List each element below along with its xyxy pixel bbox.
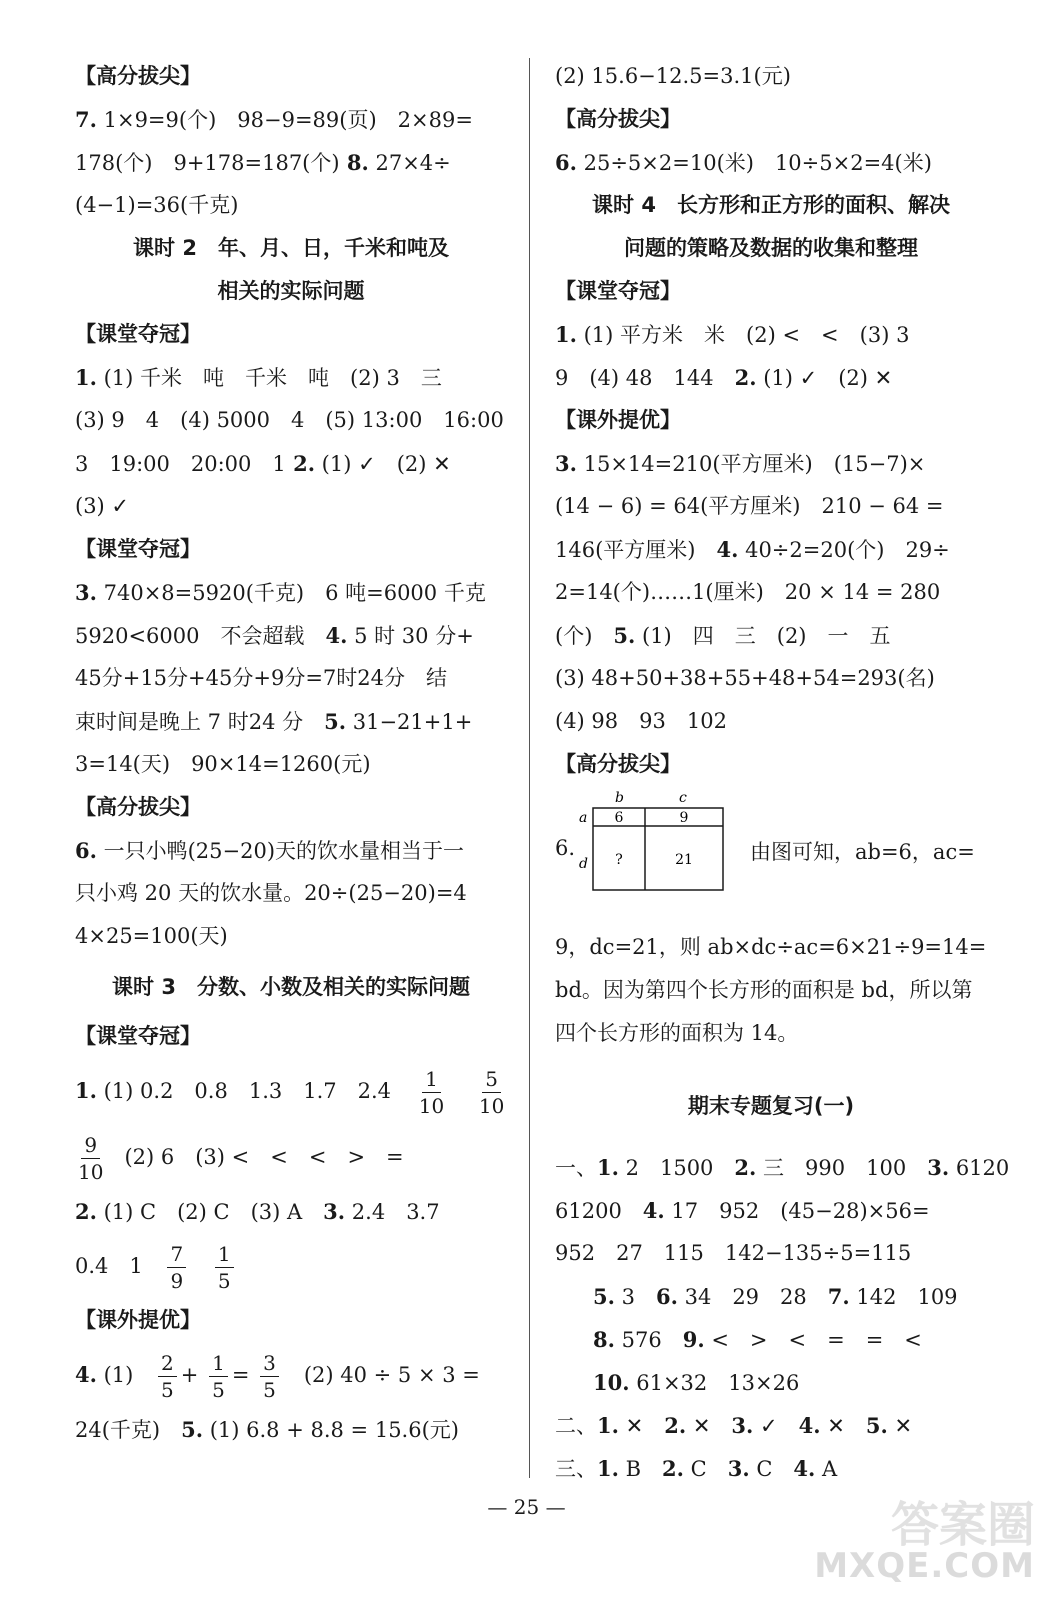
answer-line: 5920<6000 不会超载 4. 5 时 30 分+ bbox=[75, 623, 474, 648]
page-number: — 25 — bbox=[487, 1495, 566, 1519]
answer-line: 3 19:00 20:00 1 2. (1) ✓ (2) ✕ bbox=[75, 451, 451, 476]
answer-line: 四个长方形的面积为 14。 bbox=[555, 1021, 799, 1045]
answer-line: 45分+15分+45分+9分=7时24分 结 bbox=[75, 666, 447, 690]
answer-line: 1. (1) 平方米 米 (2) < < (3) 3 bbox=[555, 322, 910, 347]
section-heading: 【高分拔尖】 bbox=[75, 795, 201, 819]
cell-bd: ? bbox=[615, 852, 623, 868]
column-divider bbox=[529, 58, 530, 1478]
answer-line: 束时间是晚上 7 时24 分 5. 31−21+1+ bbox=[75, 709, 473, 734]
label-c: c bbox=[679, 790, 687, 806]
lesson-title: 课时 2 年、月、日，千米和吨及 bbox=[133, 236, 449, 260]
answer-line: (14 − 6) = 64(平方厘米) 210 − 64 = bbox=[555, 494, 944, 518]
answer-line: (4) 98 93 102 bbox=[555, 709, 727, 733]
section-heading: 【课堂夺冠】 bbox=[75, 1024, 201, 1048]
rectangle-diagram-row bbox=[555, 786, 987, 926]
section-heading: 【课外提优】 bbox=[555, 408, 681, 432]
watermark-url: MXQE.COM bbox=[814, 1546, 1035, 1586]
fraction: $\frac{9}{10}$ bbox=[78, 1133, 104, 1184]
review-title: 期末专题复习(一) bbox=[687, 1094, 855, 1118]
answer-line: (2) 15.6−12.5=3.1(元) bbox=[555, 64, 791, 88]
answer-line: 1. (1) 0.2 0.8 1.3 1.7 2.4 $\frac{1}{10}$ $\frac{5}{10}$ bbox=[75, 1058, 507, 1124]
answer-line: 8. 576 9. < > < = = < bbox=[593, 1327, 922, 1352]
answer-line: (个) 5. (1) 四 三 (2) 一 五 bbox=[555, 623, 891, 648]
section-heading: 【高分拔尖】 bbox=[555, 107, 681, 131]
answer-line: 9，dc=21，则 ab×dc÷ac=6×21÷9=14= bbox=[555, 935, 987, 959]
answer-line: (4−1)=36(千克) bbox=[75, 193, 239, 217]
left-column bbox=[75, 55, 507, 1451]
fraction: $\frac{7}{9}$ bbox=[167, 1244, 186, 1291]
fraction: $\frac{1}{10}$ bbox=[418, 1067, 445, 1118]
answer-line: 6. 一只小鸭(25−20)天的饮水量相当于一 bbox=[75, 838, 465, 863]
question-number: 6. bbox=[555, 836, 576, 860]
answer-line: 3=14(天) 90×14=1260(元) bbox=[75, 752, 371, 776]
fraction: $\frac{2}{5}$ bbox=[158, 1353, 177, 1400]
answer-line: bd。因为第四个长方形的面积是 bd，所以第 bbox=[555, 978, 973, 1002]
label-d: d bbox=[579, 856, 588, 872]
answer-line: 二、1. ✕ 2. ✕ 3. ✓ 4. ✕ 5. ✕ bbox=[555, 1413, 913, 1438]
section-heading: 【高分拔尖】 bbox=[75, 64, 201, 88]
fraction: $\frac{5}{10}$ bbox=[478, 1067, 505, 1118]
answer-line: 只小鸡 20 天的饮水量。20÷(25−20)=4 bbox=[75, 881, 467, 905]
answer-line: (3) 9 4 (4) 5000 4 (5) 13:00 16:00 bbox=[75, 408, 504, 432]
rectangle-diagram bbox=[573, 786, 743, 916]
lesson-title: 课时 3 分数、小数及相关的实际问题 bbox=[112, 975, 470, 999]
fraction: $\frac{3}{5}$ bbox=[260, 1353, 279, 1400]
right-column bbox=[555, 55, 1010, 1490]
label-a: a bbox=[579, 810, 588, 826]
answer-line: 0.4 1 $\frac{7}{9}$ $\frac{1}{5}$ bbox=[75, 1233, 507, 1299]
answer-line: 61200 4. 17 952 (45−28)×56= bbox=[555, 1198, 930, 1223]
answer-line: $\frac{9}{10}$ (2) 6 (3) < < < > = bbox=[75, 1124, 507, 1190]
cell-ac: 9 bbox=[679, 810, 689, 826]
outer-rectangle bbox=[593, 808, 723, 890]
label-b: b bbox=[615, 790, 624, 806]
answer-line: 178(个) 9+178=187(个) 8. 27×4÷ bbox=[75, 150, 451, 175]
section-heading: 【高分拔尖】 bbox=[555, 752, 681, 776]
diagram-explanation: 由图可知，ab=6，ac= bbox=[750, 840, 975, 864]
answer-line: 3. 15×14=210(平方厘米) (15−7)× bbox=[555, 451, 926, 476]
answer-line: (3) 48+50+38+55+48+54=293(名) bbox=[555, 666, 935, 690]
lesson-title: 相关的实际问题 bbox=[217, 279, 365, 303]
answer-line: 一、1. 2 1500 2. 三 990 100 3. 6120 bbox=[555, 1155, 1010, 1180]
cell-dc: 21 bbox=[675, 852, 693, 868]
answer-line: 三、1. B 2. C 3. C 4. A bbox=[555, 1456, 838, 1481]
answer-line: 9 (4) 48 144 2. (1) ✓ (2) ✕ bbox=[555, 365, 893, 390]
answer-line: 4×25=100(天) bbox=[75, 924, 228, 948]
watermark-logo bbox=[814, 1486, 1035, 1586]
answer-line: 146(平方厘米) 4. 40÷2=20(个) 29÷ bbox=[555, 537, 950, 562]
section-heading: 【课堂夺冠】 bbox=[75, 322, 201, 346]
answer-line: 7. 1×9=9(个) 98−9=89(页) 2×89= bbox=[75, 107, 473, 132]
answer-line: 6. 25÷5×2=10(米) 10÷5×2=4(米) bbox=[555, 150, 932, 175]
answer-line: 10. 61×32 13×26 bbox=[593, 1370, 800, 1395]
watermark-text: 答案圈 bbox=[890, 1497, 1035, 1553]
fraction: $\frac{1}{5}$ bbox=[215, 1244, 234, 1291]
cell-ab: 6 bbox=[614, 810, 624, 826]
answer-line: 2. (1) C (2) C (3) A 3. 2.4 3.7 bbox=[75, 1199, 440, 1224]
section-heading: 【课堂夺冠】 bbox=[555, 279, 681, 303]
answer-line: 3. 740×8=5920(千克) 6 吨=6000 千克 bbox=[75, 580, 486, 605]
answer-line: 2=14(个)……1(厘米) 20 × 14 = 280 bbox=[555, 580, 941, 604]
fraction: $\frac{1}{5}$ bbox=[209, 1353, 228, 1400]
lesson-title: 课时 4 长方形和正方形的面积、解决 bbox=[592, 193, 950, 217]
answer-line: 4. (1) $\frac{2}{5}$ + $\frac{1}{5}$ = $\frac{3}{5}$ (2) 40 ÷ 5 × 3 = bbox=[75, 1351, 480, 1402]
section-heading: 【课堂夺冠】 bbox=[75, 537, 201, 561]
lesson-title: 问题的策略及数据的收集和整理 bbox=[624, 236, 918, 260]
answer-line: (3) ✓ bbox=[75, 494, 130, 518]
answer-line: 24(千克) 5. (1) 6.8 + 8.8 = 15.6(元) bbox=[75, 1417, 459, 1442]
answer-line: 1. (1) 千米 吨 千米 吨 (2) 3 三 bbox=[75, 365, 442, 390]
section-heading: 【课外提优】 bbox=[75, 1308, 201, 1332]
answer-line: 952 27 115 142−135÷5=115 bbox=[555, 1241, 912, 1265]
answer-line: 5. 3 6. 34 29 28 7. 142 109 bbox=[593, 1284, 958, 1309]
